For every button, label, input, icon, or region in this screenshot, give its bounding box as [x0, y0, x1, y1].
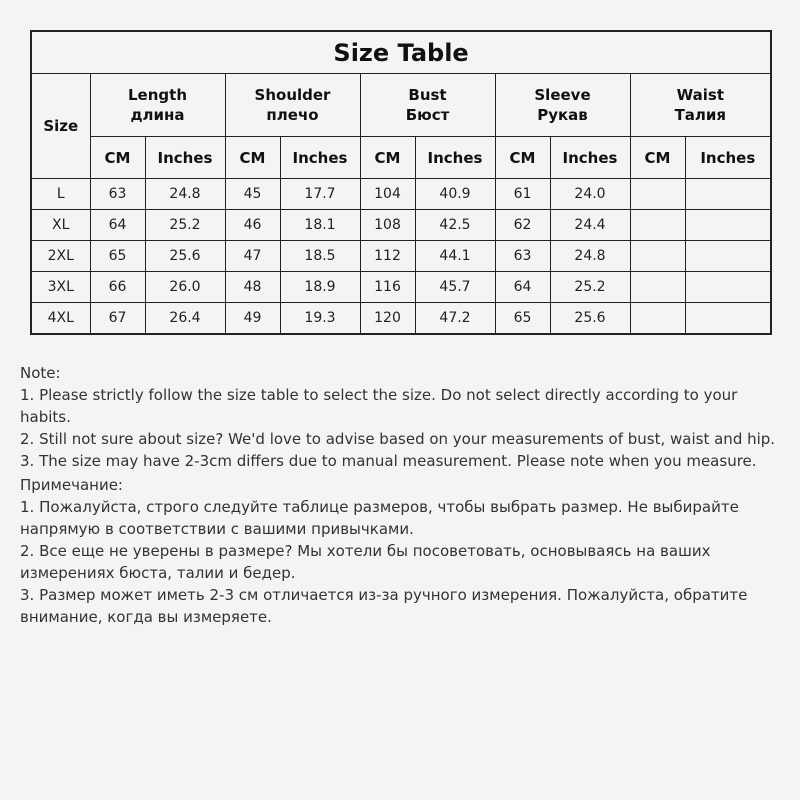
value-cell: 63	[90, 179, 145, 210]
unit-inches-header: Inches	[145, 137, 225, 179]
value-cell: 65	[495, 303, 550, 335]
notes-heading: Note:	[20, 364, 61, 382]
value-cell	[685, 210, 771, 241]
note-item: 1. Please strictly follow the size table to select the size. Do not select directly according to your habits.	[20, 386, 738, 426]
value-cell: 24.4	[550, 210, 630, 241]
value-cell	[630, 303, 685, 335]
notes-russian	[20, 474, 790, 628]
unit-inches-header: Inches	[280, 137, 360, 179]
table-row	[31, 179, 771, 210]
table-row	[31, 210, 771, 241]
value-cell: 62	[495, 210, 550, 241]
value-cell: 24.8	[550, 241, 630, 272]
header-bust-en: Bust	[408, 86, 447, 104]
header-shoulder-ru: плечо	[266, 106, 319, 124]
value-cell	[630, 210, 685, 241]
note-item: 2. Все еще не уверены в размере? Мы хотели бы посоветовать, основываясь на ваших измерениях бюста, талии и бедер.	[20, 542, 711, 582]
value-cell: 17.7	[280, 179, 360, 210]
header-sleeve-ru: Рукав	[537, 106, 588, 124]
value-cell: 47	[225, 241, 280, 272]
unit-cm-header: CM	[90, 137, 145, 179]
header-shoulder-en: Shoulder	[254, 86, 331, 104]
unit-cm-header: CM	[630, 137, 685, 179]
value-cell: 18.1	[280, 210, 360, 241]
value-cell: 104	[360, 179, 415, 210]
unit-cm-header: CM	[495, 137, 550, 179]
unit-inches-header: Inches	[550, 137, 630, 179]
header-bust-ru: Бюст	[405, 106, 450, 124]
value-cell: 64	[90, 210, 145, 241]
size-cell: 3XL	[31, 272, 90, 303]
header-length-en: Length	[128, 86, 187, 104]
value-cell: 112	[360, 241, 415, 272]
value-cell: 42.5	[415, 210, 495, 241]
value-cell: 24.8	[145, 179, 225, 210]
value-cell: 26.4	[145, 303, 225, 335]
value-cell: 61	[495, 179, 550, 210]
value-cell: 25.6	[145, 241, 225, 272]
value-cell	[630, 179, 685, 210]
value-cell: 46	[225, 210, 280, 241]
header-waist-ru: Талия	[674, 106, 727, 124]
note-item: 2. Still not sure about size? We'd love to advise based on your measurements of bust, waist and hip.	[20, 430, 776, 448]
notes-heading: Примечание:	[20, 476, 123, 494]
table-row	[31, 303, 771, 335]
value-cell: 108	[360, 210, 415, 241]
value-cell: 45	[225, 179, 280, 210]
note-item: 1. Пожалуйста, строго следуйте таблице размеров, чтобы выбрать размер. Не выбирайте напрямую в соответствии с вашими привычками.	[20, 498, 739, 538]
value-cell: 47.2	[415, 303, 495, 335]
value-cell: 45.7	[415, 272, 495, 303]
value-cell: 25.6	[550, 303, 630, 335]
size-column-header: Size	[31, 74, 90, 179]
value-cell	[685, 241, 771, 272]
value-cell	[685, 303, 771, 335]
value-cell: 63	[495, 241, 550, 272]
value-cell: 24.0	[550, 179, 630, 210]
size-cell: XL	[31, 210, 90, 241]
value-cell: 48	[225, 272, 280, 303]
value-cell	[685, 272, 771, 303]
value-cell: 18.5	[280, 241, 360, 272]
value-cell	[630, 241, 685, 272]
value-cell: 49	[225, 303, 280, 335]
value-cell	[685, 179, 771, 210]
header-waist	[630, 74, 771, 137]
unit-inches-header: Inches	[685, 137, 771, 179]
unit-cm-header: CM	[225, 137, 280, 179]
size-cell: 4XL	[31, 303, 90, 335]
value-cell: 116	[360, 272, 415, 303]
note-item: 3. Размер может иметь 2-3 см отличается из-за ручного измерения. Пожалуйста, обратите внимание, когда вы измеряете.	[20, 586, 748, 626]
unit-inches-header: Inches	[415, 137, 495, 179]
header-waist-en: Waist	[676, 86, 724, 104]
value-cell	[630, 272, 685, 303]
value-cell: 25.2	[145, 210, 225, 241]
value-cell: 67	[90, 303, 145, 335]
note-item: 3. The size may have 2-3cm differs due to manual measurement. Please note when you measure.	[20, 452, 757, 470]
table-title: Size Table	[31, 31, 771, 74]
unit-cm-header: CM	[360, 137, 415, 179]
header-sleeve-en: Sleeve	[534, 86, 591, 104]
value-cell: 64	[495, 272, 550, 303]
value-cell: 40.9	[415, 179, 495, 210]
header-sleeve	[495, 74, 630, 137]
value-cell: 19.3	[280, 303, 360, 335]
header-length-ru: длина	[130, 106, 185, 124]
size-cell: 2XL	[31, 241, 90, 272]
header-bust	[360, 74, 495, 137]
table-row	[31, 241, 771, 272]
value-cell: 44.1	[415, 241, 495, 272]
size-table	[30, 30, 772, 335]
header-length	[90, 74, 225, 137]
value-cell: 26.0	[145, 272, 225, 303]
size-cell: L	[31, 179, 90, 210]
value-cell: 65	[90, 241, 145, 272]
value-cell: 66	[90, 272, 145, 303]
table-row	[31, 272, 771, 303]
value-cell: 18.9	[280, 272, 360, 303]
value-cell: 25.2	[550, 272, 630, 303]
value-cell: 120	[360, 303, 415, 335]
notes-english	[20, 362, 790, 472]
header-shoulder	[225, 74, 360, 137]
